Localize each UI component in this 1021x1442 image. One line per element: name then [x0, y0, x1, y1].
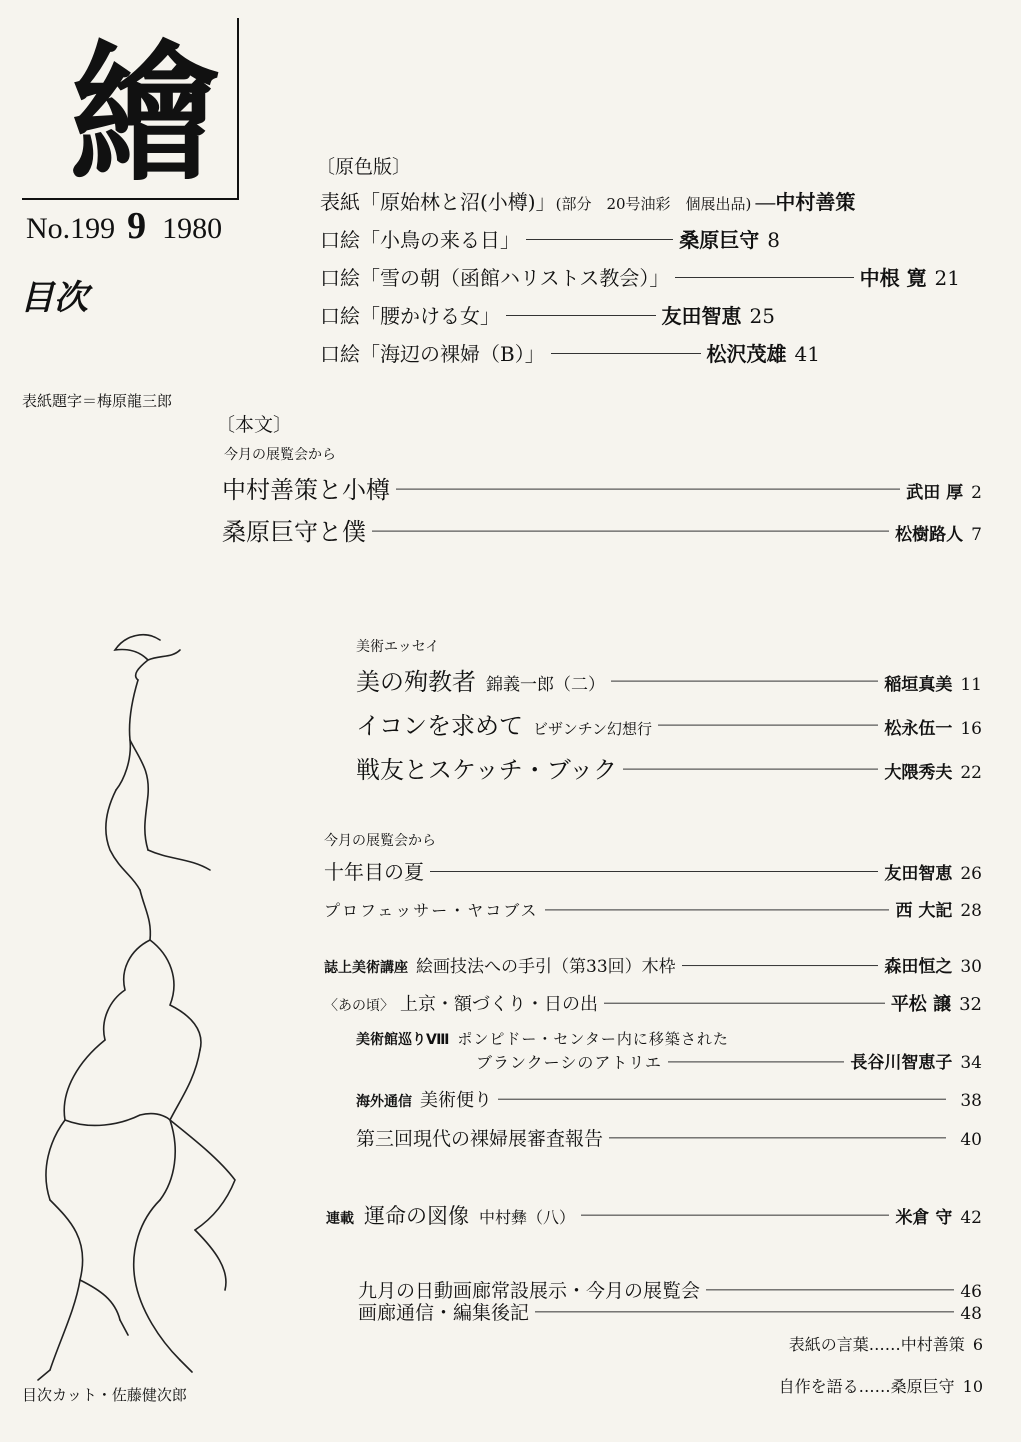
serial-subtitle: 中村彝（八）	[479, 1208, 576, 1227]
serial-title: 運命の図像	[364, 1204, 469, 1228]
cover-entry[interactable]: 表紙「原始林と沼(小樽)」 (部分 20号油彩 個展出品) ― 中村善策	[320, 186, 855, 215]
note-title: 自作を語る……桑原巨守	[778, 1377, 955, 1396]
memoir-title: 上京・額づくり・日の出	[400, 994, 598, 1015]
tail-title: 九月の日動画廊常設展示・今月の展覧会	[358, 1280, 701, 1302]
note-page: 10	[962, 1377, 983, 1396]
essay-author: 稲垣真美	[884, 675, 953, 695]
exhibition-entry[interactable]	[324, 896, 982, 921]
note-title: 表紙の言葉……中村善策	[788, 1335, 965, 1354]
serial-author: 米倉 守	[895, 1208, 953, 1228]
exhibition-entry[interactable]	[324, 856, 982, 885]
plate-page: 41	[794, 342, 820, 366]
plate-author: 中根 寛	[859, 266, 927, 290]
exhibition-kicker: 今月の展覧会から	[324, 833, 436, 849]
essay-entry[interactable]	[356, 706, 982, 741]
museum-author: 長谷川智恵子	[850, 1053, 953, 1073]
plate-title: 口絵「小鳥の来る日」	[320, 228, 520, 252]
museum-page: 34	[960, 1053, 982, 1073]
overseas-page: 38	[960, 1091, 982, 1111]
tail-page: 46	[960, 1282, 982, 1302]
plate-author: 友田智恵	[661, 304, 742, 328]
plate-page: 8	[767, 228, 780, 252]
essay-entry[interactable]	[356, 662, 982, 697]
essay-title: 美の殉教者	[356, 668, 476, 696]
article-entry[interactable]	[222, 470, 982, 505]
lecture-label: 誌上美術講座	[324, 960, 408, 976]
overseas-title: 美術便り	[420, 1090, 492, 1111]
plate-title: 口絵「海辺の裸婦（B）」	[320, 342, 545, 366]
plate-title: 口絵「腰かける女」	[320, 304, 500, 328]
article-author: 武田 厚	[906, 483, 964, 503]
article-page: 2	[971, 483, 982, 503]
honbun-header: 〔本文〕	[216, 414, 293, 436]
plate-entry[interactable]	[320, 262, 960, 291]
serial-page: 42	[960, 1208, 982, 1228]
issue-year: 1980	[162, 212, 223, 245]
essay-page: 11	[960, 675, 982, 695]
essay-page: 16	[960, 719, 982, 739]
lecture-author: 森田恒之	[884, 957, 953, 977]
note-entry[interactable]	[789, 1332, 983, 1355]
masthead-logo-box	[22, 18, 239, 200]
article-page: 7	[971, 525, 982, 545]
report-entry[interactable]	[356, 1124, 982, 1151]
essay-entry[interactable]	[356, 750, 982, 785]
note-page: 6	[972, 1335, 983, 1354]
exhibition-title: プロフェッサー・ヤコブス	[324, 901, 539, 920]
tail-entry[interactable]	[358, 1298, 982, 1325]
museum-label: 美術館巡りⅧ	[356, 1032, 450, 1048]
plate-author: 桑原巨守	[679, 228, 760, 252]
museum-entry-line2[interactable]	[476, 1048, 982, 1073]
exhibition-author: 西 大記	[895, 901, 953, 921]
cover-entry-author: 中村善策	[775, 190, 856, 214]
lecture-entry[interactable]	[324, 952, 982, 977]
toc-cut-credit: 目次カット・佐藤健次郎	[22, 1386, 187, 1404]
essay-kicker: 美術エッセイ	[356, 639, 440, 655]
issue-month: 9	[127, 205, 147, 247]
essay-page: 22	[960, 763, 982, 783]
horse-rider-drawing	[20, 620, 250, 1400]
issue-number: No.199	[26, 212, 116, 245]
lecture-page: 30	[960, 957, 982, 977]
plate-entry[interactable]	[320, 338, 820, 367]
plate-entry[interactable]	[320, 224, 780, 253]
cover-entry-title: 表紙「原始林と沼(小樽)」	[320, 190, 556, 214]
tail-title: 画廊通信・編集後記	[358, 1302, 530, 1324]
tail-page: 48	[960, 1304, 982, 1324]
article-entry[interactable]	[222, 512, 982, 547]
plate-author: 松沢茂雄	[706, 342, 787, 366]
report-page: 40	[960, 1130, 982, 1150]
plate-title: 口絵「雪の朝（函館ハリストス教会）」	[320, 266, 670, 290]
overseas-label: 海外通信	[356, 1094, 412, 1110]
magazine-logo: 繪	[70, 28, 215, 202]
exhibition-page: 26	[960, 864, 982, 884]
essay-title: 戦友とスケッチ・ブック	[356, 756, 618, 784]
museum-entry[interactable]	[356, 1028, 729, 1049]
essay-author: 松永伍一	[884, 719, 953, 739]
essay-title: イコンを求めて	[356, 712, 524, 740]
toc-title: 目次	[20, 278, 88, 318]
essay-author: 大隈秀夫	[884, 763, 953, 783]
article-title: 中村善策と小樽	[222, 476, 390, 504]
memoir-page: 32	[959, 994, 982, 1015]
exhibition-author: 友田智恵	[884, 864, 953, 884]
essay-subtitle: ビザンチン幻想行	[533, 720, 652, 738]
article-author: 松樹路人	[895, 525, 964, 545]
memoir-author: 平松 譲	[890, 994, 952, 1015]
report-title: 第三回現代の裸婦展審査報告	[356, 1128, 604, 1150]
memoir-label: 〈あの頃〉	[324, 998, 394, 1014]
genshoku-header: 〔原色版〕	[316, 156, 412, 178]
note-entry[interactable]	[779, 1374, 983, 1397]
exhibition-page: 28	[960, 901, 982, 921]
overseas-entry[interactable]	[356, 1086, 982, 1112]
article-title: 桑原巨守と僕	[222, 518, 366, 546]
museum-line2: ブランクーシのアトリエ	[476, 1053, 663, 1072]
plate-entry[interactable]	[320, 300, 775, 329]
memoir-entry[interactable]	[324, 990, 982, 1016]
serial-entry[interactable]	[326, 1200, 982, 1230]
lecture-title: 絵画技法への手引（第33回）木枠	[416, 957, 676, 977]
plate-page: 21	[934, 266, 960, 290]
honbun-kicker: 今月の展覧会から	[224, 447, 336, 463]
exhibition-title: 十年目の夏	[324, 860, 424, 884]
essay-subtitle: 錦義一郎（二）	[486, 675, 605, 695]
cover-title-credit: 表紙題字＝梅原龍三郎	[22, 392, 173, 410]
issue-line	[26, 204, 222, 248]
plate-page: 25	[749, 304, 775, 328]
museum-line1: ポンピドー・センター内に移築された	[457, 1030, 729, 1048]
serial-label: 連載	[326, 1211, 354, 1227]
cover-entry-note: (部分 20号油彩 個展出品)	[555, 195, 752, 213]
